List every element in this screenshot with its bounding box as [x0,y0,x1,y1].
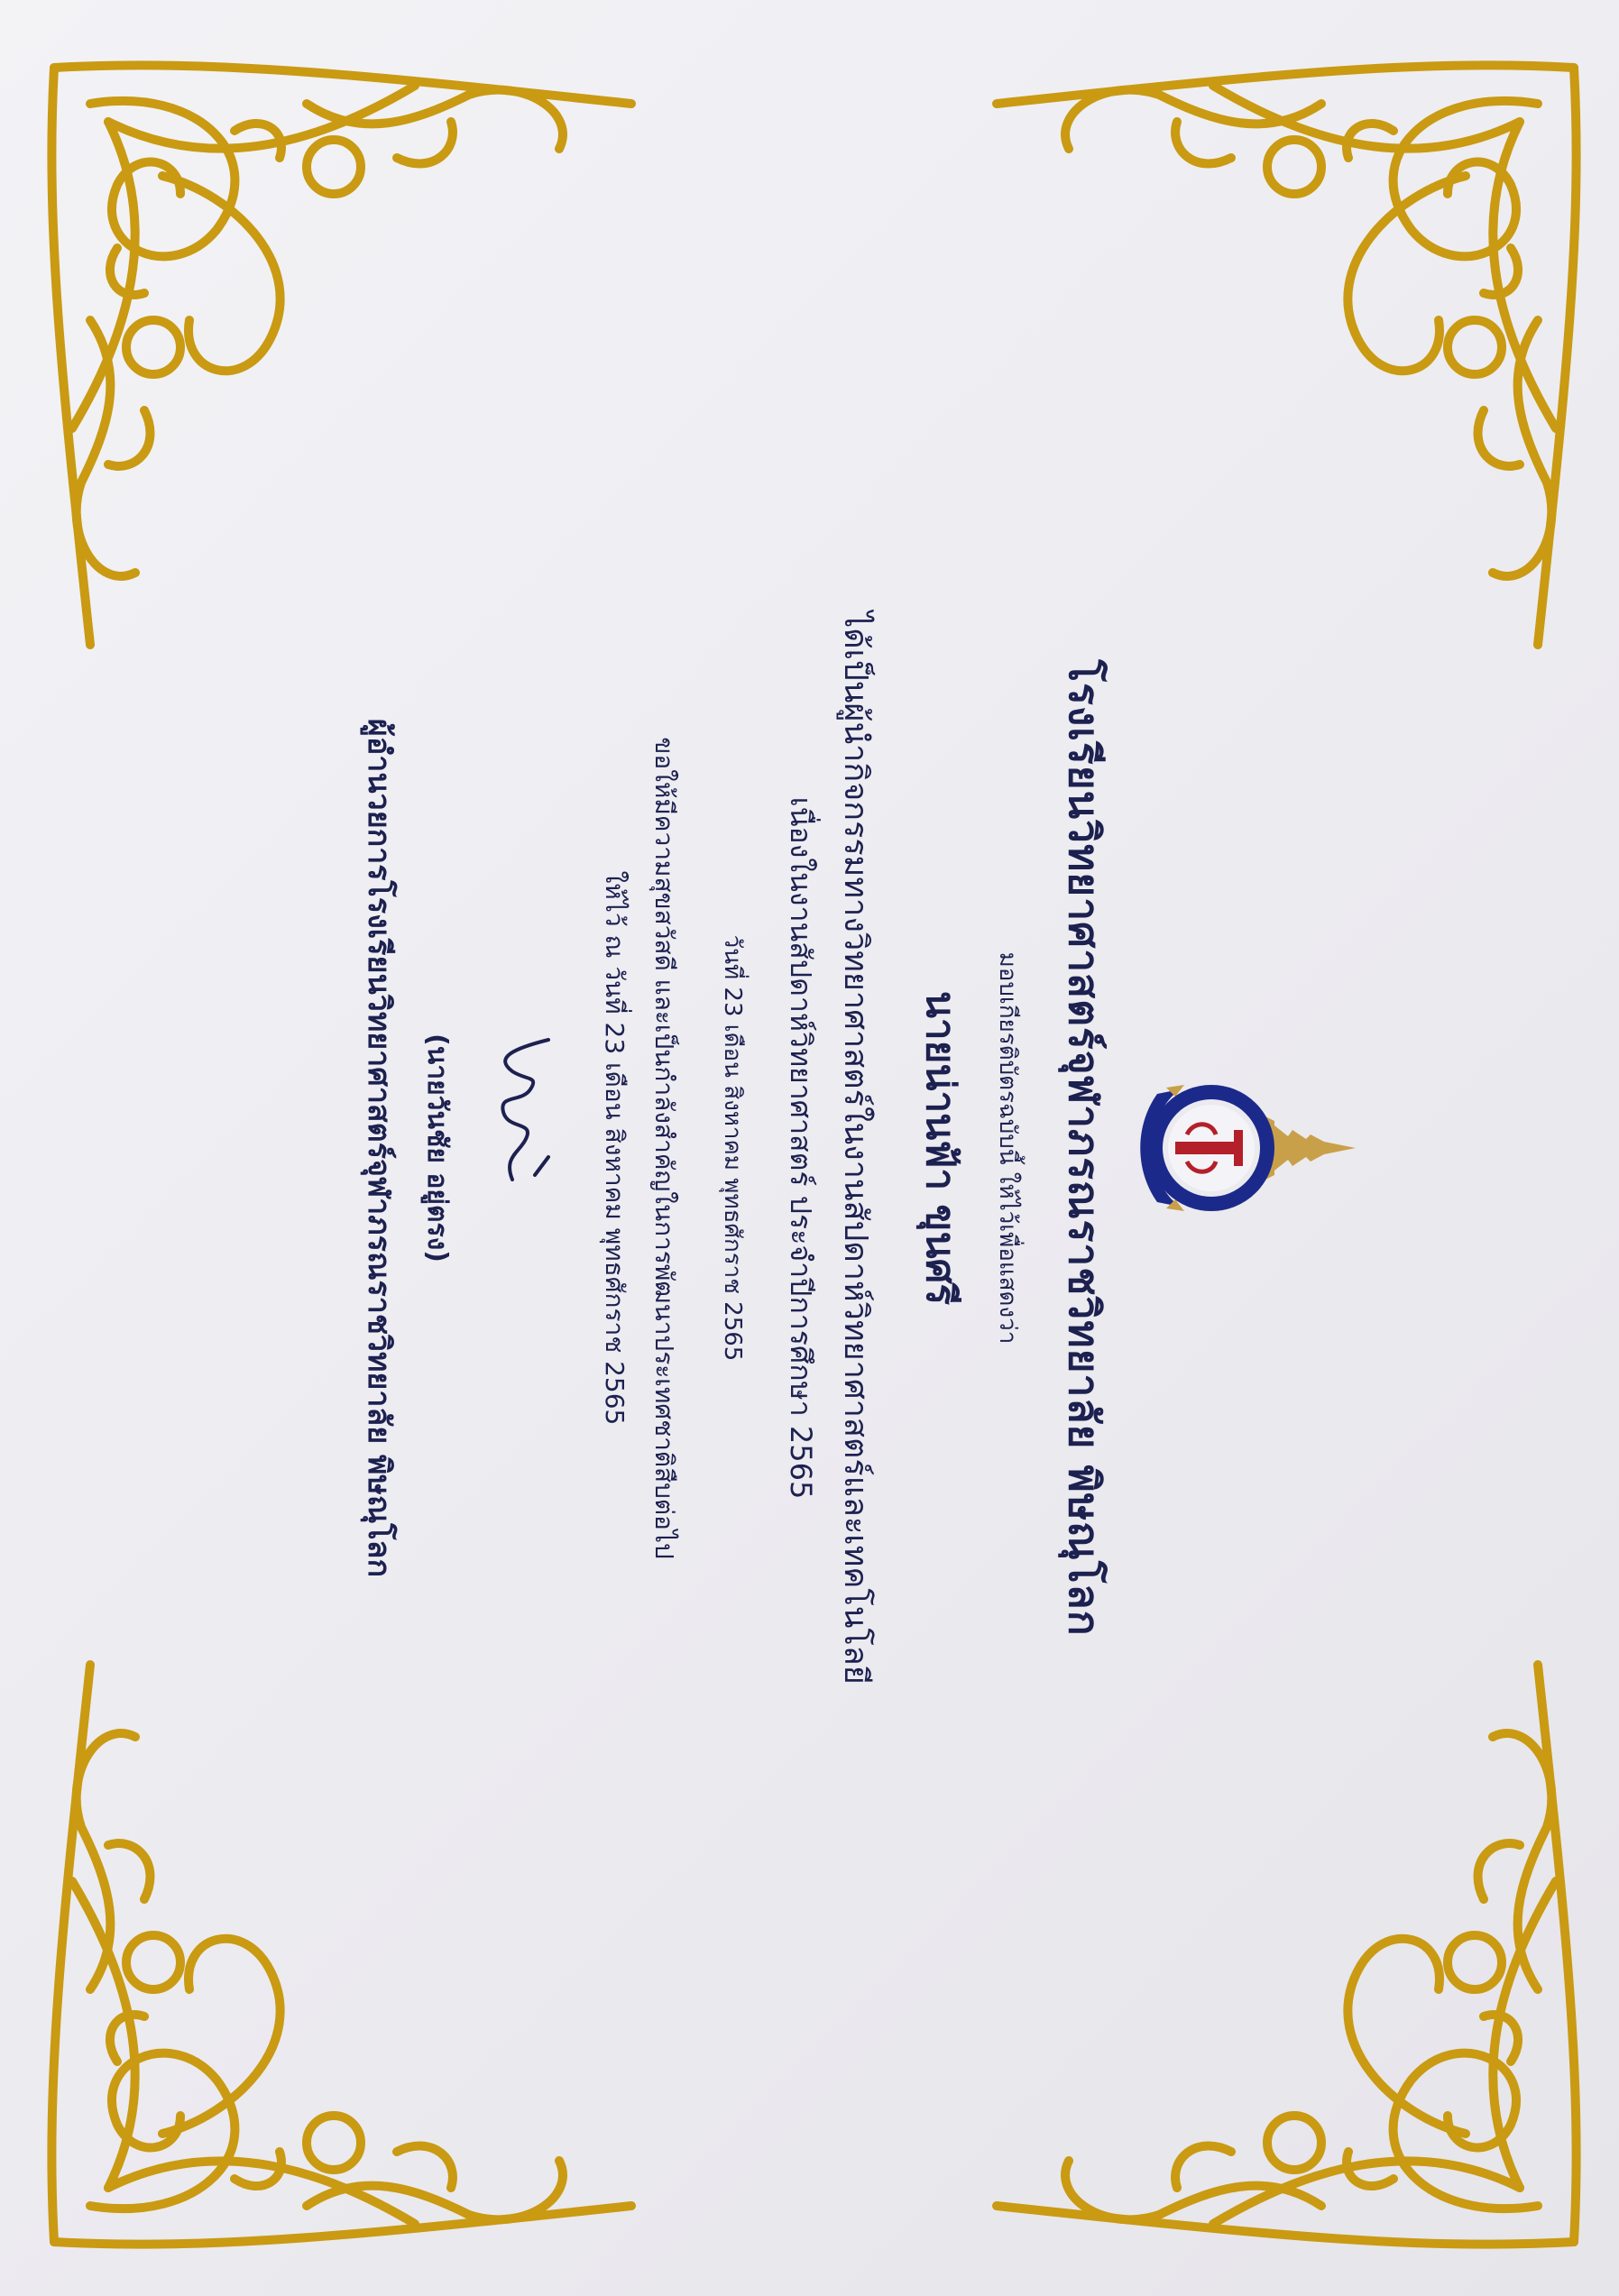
school-emblem-icon [1135,1080,1360,1216]
description-line-1: ได้เป็นผู้นำกิจกรรมทางวิทยาศาสตร์ในงานสัปดาห์วิทยาศาสตร์และเทคโนโลยี [836,611,874,1685]
certificate-content [224,224,1396,2072]
school-name: โรงเรียนวิทยาศาสตร์จุฬาภรณราชวิทยาลัย พิษณุโลก [1059,659,1108,1637]
wish-line: ขอให้มีความสุขสวัสดี และเป็นกำลังสำคัญในการพัฒนาประเทศชาติสืบต่อไป [649,737,679,1559]
recipient-name: นายน่านฟ้า ขุนศรี [916,990,963,1306]
description-line-2: เนื่องในงานสัปดาห์วิทยาศาสตร์ ประจำปีการศึกษา 2565 [783,796,818,1500]
signer-name: (นายวันชัย อยู่ตรง) [420,1033,453,1263]
signer-position: ผู้อำนวยการโรงเรียนวิทยาศาสตร์จุฬาภรณราชวิทยาลัย พิษณุโลก [360,718,397,1578]
event-date: วันที่ 23 เดือน สิงหาคม พุทธศักราช 2565 [718,934,746,1362]
award-statement: มอบเกียรติบัตรฉบับนี้ ให้ไว้เพื่อแสดงว่า [993,951,1021,1345]
given-date: ให้ไว้ ณ วันที่ 23 เดือน สิงหาคม พุทธศักราช 2565 [599,870,630,1426]
signature [485,1022,566,1202]
